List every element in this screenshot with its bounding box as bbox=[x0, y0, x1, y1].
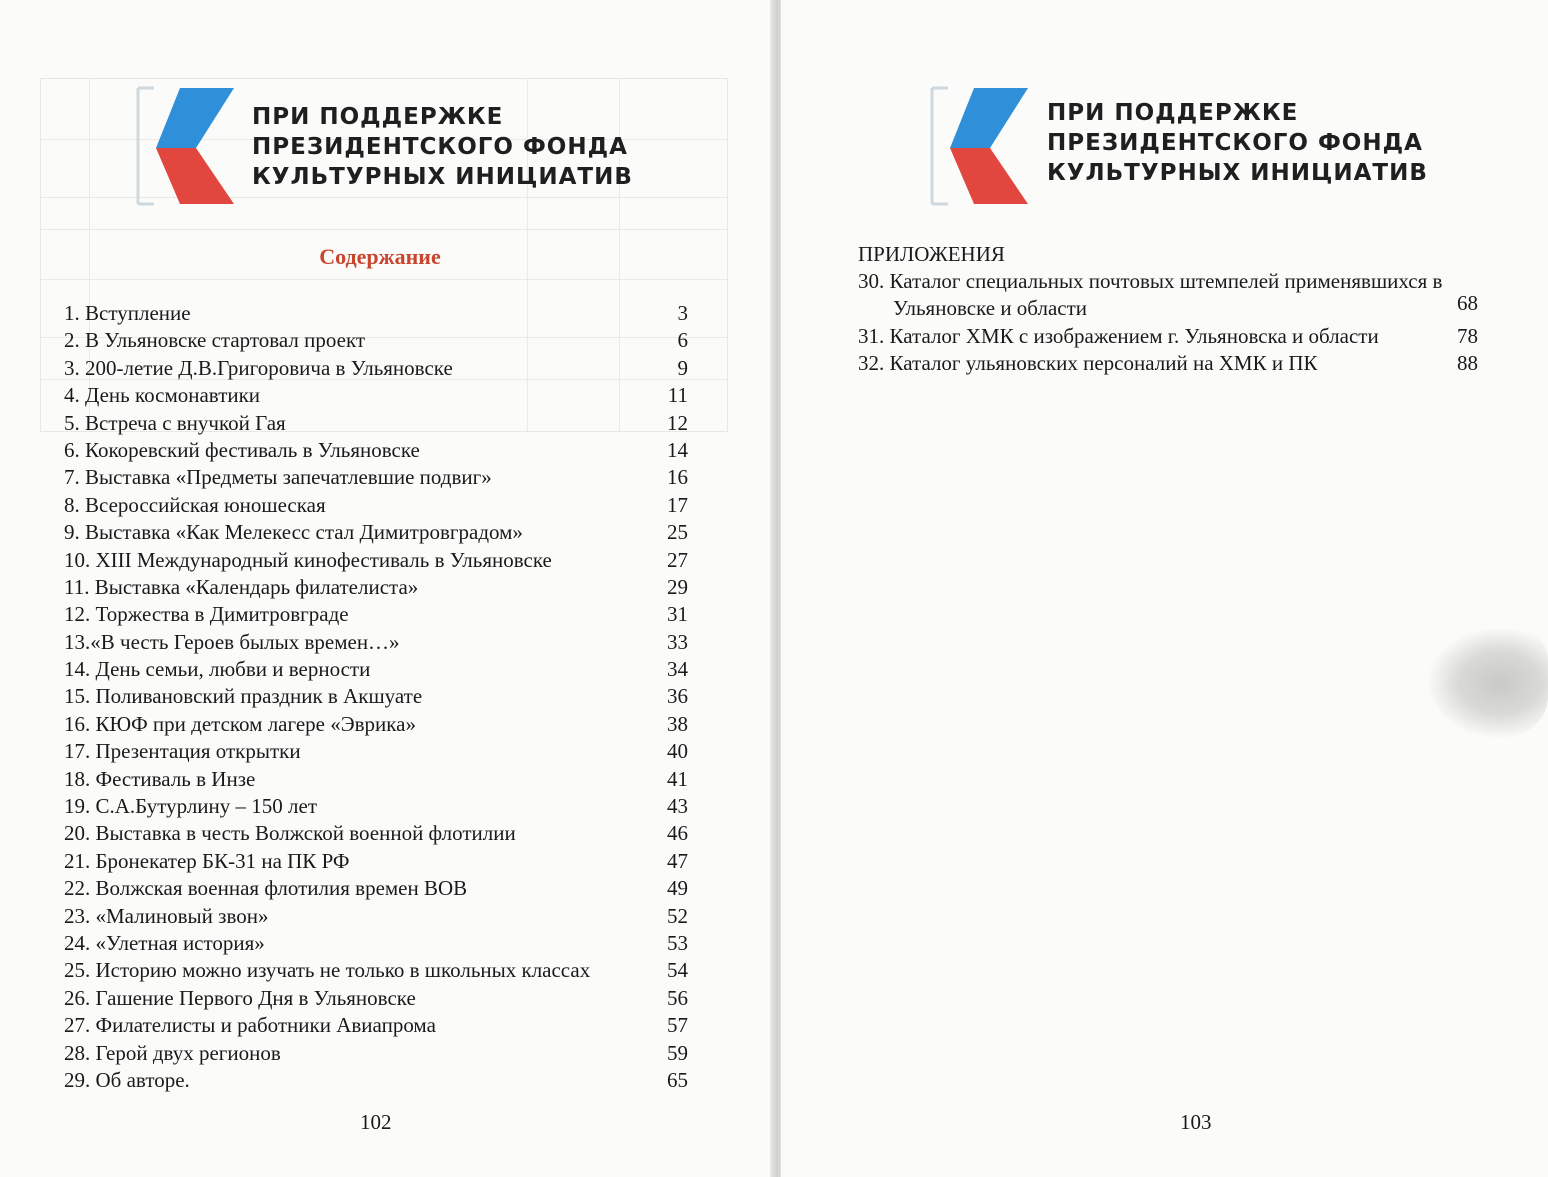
toc-entry bbox=[64, 793, 688, 820]
toc-entry-page: 33 bbox=[667, 629, 688, 654]
toc-entry-title: 10. XIII Международный кинофестиваль в Ульяновске bbox=[64, 547, 552, 572]
toc-entry-page: 11 bbox=[667, 383, 688, 408]
toc-entry-page: 31 bbox=[667, 602, 688, 627]
toc-entry bbox=[64, 629, 688, 656]
toc-entry-page: 41 bbox=[667, 766, 688, 791]
toc-entry-page: 53 bbox=[667, 930, 688, 955]
table-of-contents bbox=[64, 300, 688, 1094]
toc-entry bbox=[64, 300, 688, 327]
toc-entry-title: 15. Поливановский праздник в Акшуате bbox=[64, 684, 423, 709]
toc-entry-page: 54 bbox=[667, 958, 688, 983]
toc-entry-title: 8. Всероссийская юношеская bbox=[64, 492, 326, 517]
toc-entry-page: 34 bbox=[667, 657, 688, 682]
toc-entry bbox=[64, 327, 688, 354]
toc-entry bbox=[64, 1040, 688, 1067]
appendix-item-page: 68 bbox=[1457, 291, 1478, 315]
toc-entry bbox=[64, 820, 688, 847]
appendix-item-title: 32. Каталог ульяновских персоналий на ХМК и ПК bbox=[858, 351, 1318, 376]
toc-entry-title: 23. «Малиновый звон» bbox=[64, 903, 269, 928]
toc-entry bbox=[64, 437, 688, 464]
toc-entry-title: 2. В Ульяновске стартовал проект bbox=[64, 328, 366, 353]
appendix-item bbox=[858, 268, 1482, 323]
toc-entry bbox=[64, 1012, 688, 1039]
toc-entry bbox=[64, 464, 688, 491]
toc-entry-page: 14 bbox=[667, 437, 688, 462]
toc-entry-page: 25 bbox=[667, 520, 688, 545]
toc-entry-page: 59 bbox=[667, 1040, 688, 1065]
toc-entry bbox=[64, 601, 688, 628]
toc-entry bbox=[64, 957, 688, 984]
toc-entry bbox=[64, 492, 688, 519]
appendix-item-title: 30. Каталог специальных почтовых штемпелей применявшихся в Ульяновске и области bbox=[858, 269, 1443, 321]
toc-entry bbox=[64, 711, 688, 738]
foundation-k-icon bbox=[928, 86, 1030, 206]
toc-entry bbox=[64, 683, 688, 710]
page-number: 102 bbox=[360, 1110, 392, 1134]
toc-entry-title: 4. День космонавтики bbox=[64, 383, 261, 408]
appendix-list bbox=[858, 268, 1482, 378]
toc-entry-title: 21. Бронекатер БК-31 на ПК РФ bbox=[64, 848, 350, 873]
toc-entry-page: 36 bbox=[667, 684, 688, 709]
toc-entry-page: 17 bbox=[667, 492, 688, 517]
logo-line: ПРИ ПОДДЕРЖКЕ bbox=[1047, 100, 1299, 126]
toc-entry-title: 19. С.А.Бутурлину – 150 лет bbox=[64, 794, 318, 819]
toc-entry bbox=[64, 985, 688, 1012]
toc-entry-page: 3 bbox=[677, 301, 688, 325]
logo-line: ПРЕЗИДЕНТСКОГО ФОНДА bbox=[1047, 130, 1423, 156]
toc-entry bbox=[64, 574, 688, 601]
toc-entry-page: 49 bbox=[667, 876, 688, 901]
toc-entry-page: 12 bbox=[667, 410, 688, 435]
toc-entry bbox=[64, 903, 688, 930]
toc-entry bbox=[64, 382, 688, 409]
toc-entry-title: 3. 200-летие Д.В.Григоровича в Ульяновске bbox=[64, 355, 453, 380]
foundation-logo bbox=[134, 86, 236, 206]
toc-entry-page: 56 bbox=[667, 985, 688, 1010]
toc-entry-title: 7. Выставка «Предметы запечатлевшие подвиг» bbox=[64, 465, 492, 490]
toc-entry-title: 14. День семьи, любви и верности bbox=[64, 657, 371, 682]
toc-entry-page: 38 bbox=[667, 711, 688, 736]
toc-entry-page: 52 bbox=[667, 903, 688, 928]
appendix-heading: ПРИЛОЖЕНИЯ bbox=[858, 242, 1005, 266]
toc-entry-title: 1. Вступление bbox=[64, 301, 191, 325]
toc-entry-title: 11. Выставка «Календарь филателиста» bbox=[64, 574, 419, 599]
logo-caption bbox=[1047, 98, 1428, 188]
toc-entry bbox=[64, 738, 688, 765]
toc-entry-page: 47 bbox=[667, 848, 688, 873]
toc-entry-page: 6 bbox=[677, 328, 688, 353]
toc-entry-title: 22. Волжская военная флотилия времен ВОВ bbox=[64, 876, 468, 901]
toc-entry-page: 40 bbox=[667, 739, 688, 764]
toc-entry-page: 57 bbox=[667, 1013, 688, 1038]
appendix-item-page: 78 bbox=[1457, 323, 1478, 348]
toc-entry-title: 29. Об авторе. bbox=[64, 1067, 190, 1092]
toc-entry-page: 16 bbox=[667, 465, 688, 490]
toc-entry-title: 13.«В честь Героев былых времен…» bbox=[64, 629, 400, 654]
logo-line: ПРЕЗИДЕНТСКОГО ФОНДА bbox=[252, 134, 628, 160]
foundation-k-icon bbox=[134, 86, 236, 206]
logo-line: КУЛЬТУРНЫХ ИНИЦИАТИВ bbox=[1047, 160, 1428, 186]
toc-entry-title: 17. Презентация открытки bbox=[64, 739, 301, 764]
toc-entry-title: 9. Выставка «Как Мелекесс стал Димитровградом» bbox=[64, 520, 523, 545]
toc-entry bbox=[64, 519, 688, 546]
toc-entry-title: 24. «Улетная история» bbox=[64, 930, 265, 955]
toc-entry bbox=[64, 656, 688, 683]
toc-entry-page: 29 bbox=[667, 574, 688, 599]
toc-entry-title: 12. Торжества в Димитровграде bbox=[64, 602, 349, 627]
toc-entry-page: 46 bbox=[667, 821, 688, 846]
logo-line: ПРИ ПОДДЕРЖКЕ bbox=[252, 104, 504, 130]
toc-entry bbox=[64, 930, 688, 957]
toc-heading: Содержание bbox=[319, 244, 441, 269]
toc-entry-page: 27 bbox=[667, 547, 688, 572]
toc-entry bbox=[64, 875, 688, 902]
foundation-logo bbox=[928, 86, 1030, 206]
toc-entry-title: 18. Фестиваль в Инзе bbox=[64, 766, 256, 791]
toc-entry-title: 27. Филателисты и работники Авиапрома bbox=[64, 1013, 436, 1038]
toc-entry bbox=[64, 766, 688, 793]
toc-entry-title: 25. Историю можно изучать не только в школьных классах bbox=[64, 958, 591, 983]
logo-caption bbox=[252, 102, 633, 192]
toc-entry bbox=[64, 410, 688, 437]
toc-entry-page: 65 bbox=[667, 1067, 688, 1092]
toc-entry-title: 28. Герой двух регионов bbox=[64, 1040, 281, 1065]
toc-entry bbox=[64, 1067, 688, 1094]
page-smudge bbox=[1428, 628, 1548, 738]
toc-entry bbox=[64, 355, 688, 382]
toc-entry-page: 43 bbox=[667, 794, 688, 819]
logo-line: КУЛЬТУРНЫХ ИНИЦИАТИВ bbox=[252, 164, 633, 190]
toc-entry-title: 6. Кокоревский фестиваль в Ульяновске bbox=[64, 437, 420, 462]
page-number: 103 bbox=[1180, 1110, 1212, 1134]
toc-entry bbox=[64, 848, 688, 875]
toc-entry-title: 26. Гашение Первого Дня в Ульяновске bbox=[64, 985, 416, 1010]
toc-entry-title: 5. Встреча с внучкой Гая bbox=[64, 410, 286, 435]
appendix-item-title: 31. Каталог ХМК с изображением г. Ульяновска и области bbox=[858, 323, 1379, 348]
appendix-item bbox=[858, 350, 1482, 377]
toc-entry bbox=[64, 547, 688, 574]
toc-entry-title: 16. КЮФ при детском лагере «Эврика» bbox=[64, 711, 416, 736]
appendix-item bbox=[858, 323, 1482, 350]
appendix-item-page: 88 bbox=[1457, 351, 1478, 376]
toc-entry-title: 20. Выставка в честь Волжской военной флотилии bbox=[64, 821, 516, 846]
toc-entry-page: 9 bbox=[677, 355, 688, 380]
